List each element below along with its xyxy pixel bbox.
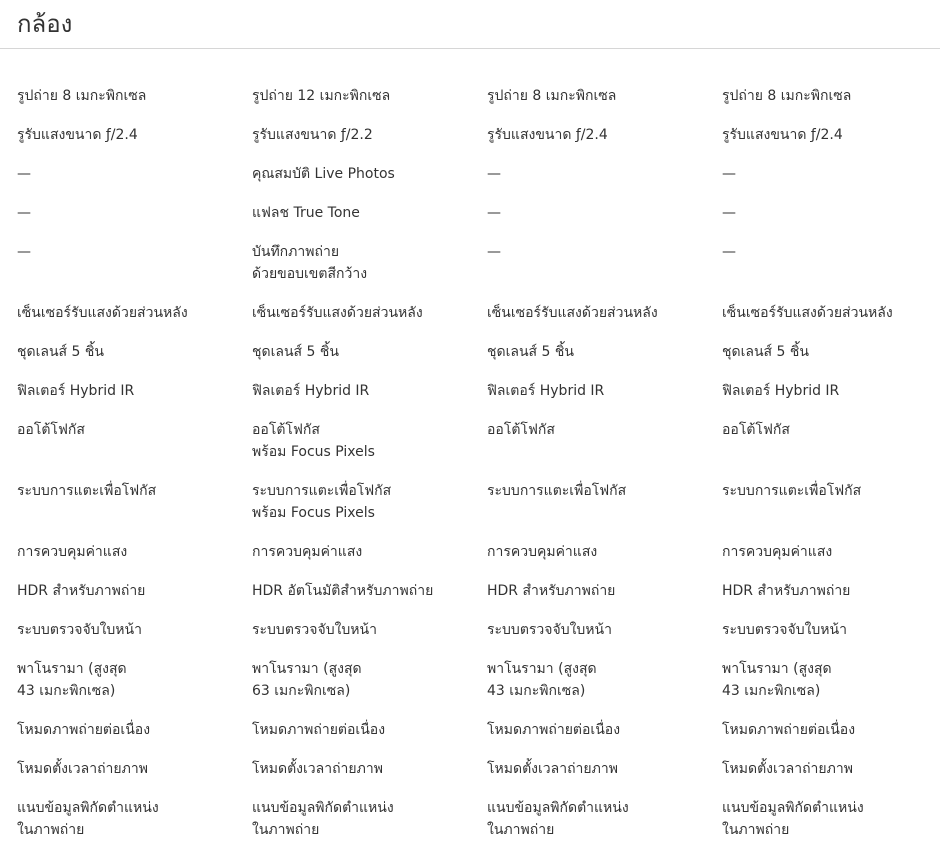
spec-cell: ชุดเลนส์ 5 ชิ้น [252,344,339,360]
spec-cell: — [487,166,501,182]
spec-cell: โหมดตั้งเวลาถ่ายภาพ [722,761,853,777]
spec-cell: ระบบการแตะเพื่อโฟกัส พร้อม Focus Pixels [252,483,392,521]
spec-cell: โหมดตั้งเวลาถ่ายภาพ [17,761,148,777]
spec-cell: โหมดตั้งเวลาถ่ายภาพ [487,761,618,777]
spec-row-face-detection [17,619,940,641]
spec-cell: — [722,166,736,182]
spec-cell: แนบข้อมูลพิกัดตำแหน่ง ในภาพถ่าย [487,800,629,838]
spec-cell: ชุดเลนส์ 5 ชิ้น [487,344,574,360]
spec-cell: แนบข้อมูลพิกัดตำแหน่ง ในภาพถ่าย [722,800,864,838]
spec-row-flash [17,202,940,224]
spec-cell: เซ็นเซอร์รับแสงด้วยส่วนหลัง [487,305,658,321]
spec-row-live-photos [17,163,940,185]
spec-cell: — [17,205,31,221]
spec-cell: ระบบตรวจจับใบหน้า [17,622,142,638]
spec-row-hdr [17,580,940,602]
spec-cell: ฟิลเตอร์ Hybrid IR [722,383,840,399]
spec-cell: การควบคุมค่าแสง [722,544,833,560]
spec-cell: แฟลช True Tone [252,205,360,221]
spec-cell: เซ็นเซอร์รับแสงด้วยส่วนหลัง [722,305,893,321]
spec-cell: HDR สำหรับภาพถ่าย [722,583,851,599]
spec-row-tap-to-focus [17,480,940,524]
spec-cell: โหมดภาพถ่ายต่อเนื่อง [17,722,151,738]
spec-row-autofocus [17,419,940,463]
spec-cell: HDR สำหรับภาพถ่าย [487,583,616,599]
spec-cell: รูรับแสงขนาด ƒ/2.2 [252,127,373,143]
spec-cell: ฟิลเตอร์ Hybrid IR [252,383,370,399]
spec-cell: — [487,244,501,260]
spec-row-exposure [17,541,940,563]
spec-cell: HDR สำหรับภาพถ่าย [17,583,146,599]
section-header [0,0,940,49]
spec-cell: เซ็นเซอร์รับแสงด้วยส่วนหลัง [252,305,423,321]
spec-cell: การควบคุมค่าแสง [17,544,128,560]
spec-cell: ออโต้โฟกัส [487,422,555,438]
spec-cell: รูปถ่าย 8 เมกะพิกเซล [722,88,852,104]
spec-cell: — [722,244,736,260]
spec-cell: รูรับแสงขนาด ƒ/2.4 [487,127,608,143]
spec-cell: พาโนรามา (สูงสุด 43 เมกะพิกเซล) [17,661,127,699]
spec-cell: แนบข้อมูลพิกัดตำแหน่ง ในภาพถ่าย [252,800,394,838]
spec-cell: การควบคุมค่าแสง [487,544,598,560]
spec-cell: พาโนรามา (สูงสุด 43 เมกะพิกเซล) [722,661,832,699]
spec-cell: ชุดเลนส์ 5 ชิ้น [722,344,809,360]
spec-cell: HDR อัตโนมัติสำหรับภาพถ่าย [252,583,434,599]
spec-cell: — [722,205,736,221]
camera-spec-table [17,85,940,858]
spec-cell: — [17,166,31,182]
spec-cell: คุณสมบัติ Live Photos [252,166,395,182]
spec-cell: ระบบการแตะเพื่อโฟกัส [17,483,157,499]
spec-cell: โหมดตั้งเวลาถ่ายภาพ [252,761,383,777]
spec-cell: แนบข้อมูลพิกัดตำแหน่ง ในภาพถ่าย [17,800,159,838]
spec-cell: รูรับแสงขนาด ƒ/2.4 [722,127,843,143]
spec-cell: รูปถ่าย 12 เมกะพิกเซล [252,88,391,104]
spec-cell: โหมดภาพถ่ายต่อเนื่อง [487,722,621,738]
spec-row-geotagging [17,797,940,841]
page-title: กล้อง [17,10,73,38]
spec-cell: พาโนรามา (สูงสุด 43 เมกะพิกเซล) [487,661,597,699]
spec-cell: ระบบการแตะเพื่อโฟกัส [722,483,862,499]
spec-cell: การควบคุมค่าแสง [252,544,363,560]
spec-row-lens [17,341,940,363]
spec-cell: โหมดภาพถ่ายต่อเนื่อง [722,722,856,738]
spec-cell: ฟิลเตอร์ Hybrid IR [487,383,605,399]
spec-row-megapixels [17,85,940,107]
spec-cell: ระบบการแตะเพื่อโฟกัส [487,483,627,499]
spec-row-ir-filter [17,380,940,402]
spec-cell: ออโต้โฟกัส [722,422,790,438]
spec-row-aperture [17,124,940,146]
spec-cell: ระบบตรวจจับใบหน้า [722,622,847,638]
spec-row-wide-color [17,241,940,285]
spec-cell: เซ็นเซอร์รับแสงด้วยส่วนหลัง [17,305,188,321]
spec-cell: — [487,205,501,221]
spec-cell: ฟิลเตอร์ Hybrid IR [17,383,135,399]
spec-cell: พาโนรามา (สูงสุด 63 เมกะพิกเซล) [252,661,362,699]
spec-cell: รูรับแสงขนาด ƒ/2.4 [17,127,138,143]
spec-cell: ออโต้โฟกัส พร้อม Focus Pixels [252,422,375,460]
spec-cell: บันทึกภาพถ่าย ด้วยขอบเขตสีกว้าง [252,244,368,282]
spec-cell: ออโต้โฟกัส [17,422,85,438]
spec-cell: ระบบตรวจจับใบหน้า [252,622,377,638]
spec-cell: — [17,244,31,260]
spec-row-panorama [17,658,940,702]
spec-cell: รูปถ่าย 8 เมกะพิกเซล [487,88,617,104]
spec-row-sensor [17,302,940,324]
spec-row-burst [17,719,940,741]
spec-cell: ชุดเลนส์ 5 ชิ้น [17,344,104,360]
spec-cell: โหมดภาพถ่ายต่อเนื่อง [252,722,386,738]
spec-cell: ระบบตรวจจับใบหน้า [487,622,612,638]
spec-row-timer [17,758,940,780]
spec-cell: รูปถ่าย 8 เมกะพิกเซล [17,88,147,104]
